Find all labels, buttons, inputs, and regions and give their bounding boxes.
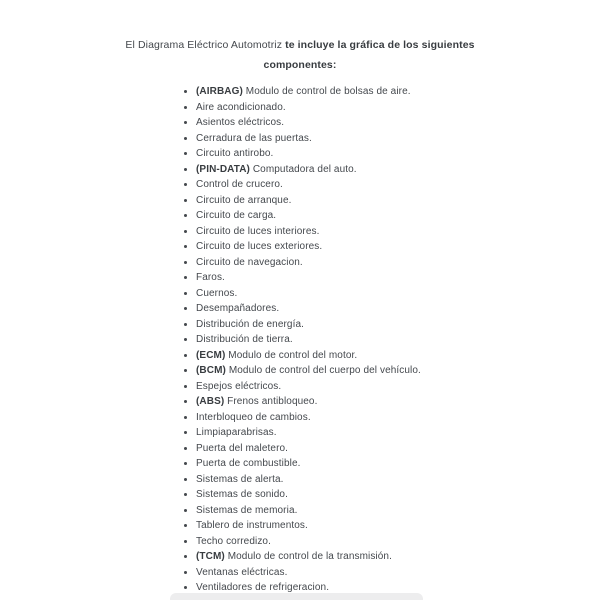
list-item: [196, 441, 421, 457]
component-text: Interbloqueo de cambios.: [196, 411, 311, 423]
component-text: Limpiaparabrisas.: [196, 427, 277, 438]
list-item: [196, 332, 421, 348]
list-item: [196, 270, 421, 286]
component-text: Ventiladores de refrigeracion.: [196, 582, 330, 593]
list-item: [196, 100, 421, 116]
list-item: [196, 503, 421, 519]
component-text: Aire acondicionado.: [196, 101, 286, 113]
title-bold-line1: te incluye la gráfica de los siguientes: [285, 39, 475, 51]
list-item: [196, 317, 421, 333]
component-code: (AIRBAG): [196, 86, 243, 97]
component-text: Modulo de control del motor.: [228, 349, 358, 361]
component-text: Circuito de luces exteriores.: [196, 241, 323, 252]
list-item: [196, 208, 421, 224]
component-text: Distribución de energía.: [196, 318, 305, 330]
list-item: [196, 286, 421, 302]
component-text: Circuito de arranque.: [196, 194, 292, 206]
title-regular-text: El Diagrama Eléctrico Automotriz: [125, 39, 283, 51]
list-item: [196, 224, 421, 240]
list-item: [196, 239, 421, 255]
component-text: Sistemas de memoria.: [196, 504, 298, 516]
list-item: [196, 146, 421, 162]
list-item: [196, 84, 421, 100]
component-code: (TCM): [196, 551, 225, 562]
component-text: Circuito de luces interiores.: [196, 225, 320, 237]
list-item: [196, 301, 421, 317]
list-item: [196, 565, 421, 581]
list-item: [196, 487, 421, 503]
component-text: Puerta de combustible.: [196, 458, 301, 469]
list-item: [196, 115, 421, 131]
component-code: (ECM): [196, 349, 226, 361]
component-text: Cerradura de las puertas.: [196, 132, 312, 144]
component-text: Cuernos.: [196, 287, 238, 299]
list-item: [196, 363, 421, 379]
list-item: [196, 410, 421, 426]
list-item: [196, 534, 421, 550]
cutoff-gray-panel: [170, 593, 423, 600]
list-item: [196, 456, 421, 472]
component-code: (PIN-DATA): [196, 163, 250, 175]
list-item: [196, 549, 421, 565]
component-text: Control de crucero.: [196, 179, 283, 190]
component-text: Modulo de control de la transmisión.: [227, 551, 392, 562]
component-text: Frenos antibloqueo.: [227, 396, 318, 407]
component-text: Tablero de instrumentos.: [196, 520, 308, 531]
list-item: [196, 255, 421, 271]
component-text: Ventanas eléctricas.: [196, 566, 288, 578]
list-item: [196, 131, 421, 147]
list-item: [196, 394, 421, 410]
component-text: Sistemas de sonido.: [196, 489, 288, 500]
list-item: [196, 162, 421, 178]
component-text: Sistemas de alerta.: [196, 473, 284, 485]
component-text: Computadora del auto.: [252, 163, 357, 175]
component-text: Desempañadores.: [196, 303, 280, 314]
component-text: Techo corredizo.: [196, 535, 271, 547]
title-bold-text: [264, 39, 475, 71]
page-title: [0, 35, 600, 75]
component-code: (ABS): [196, 396, 225, 407]
component-text: Faros.: [196, 272, 225, 283]
list-item: [196, 518, 421, 534]
list-item: [196, 472, 421, 488]
component-text: Asientos eléctricos.: [196, 117, 285, 128]
list-item: [196, 177, 421, 193]
component-text: Circuito antirobo.: [196, 148, 274, 159]
component-text: Circuito de carga.: [196, 210, 277, 221]
component-text: Distribución de tierra.: [196, 334, 293, 345]
list-item: [196, 425, 421, 441]
list-item: [196, 348, 421, 364]
component-text: Modulo de control de bolsas de aire.: [245, 86, 411, 97]
component-code: (BCM): [196, 365, 226, 376]
list-item: [196, 379, 421, 395]
components-list: [170, 84, 421, 596]
component-text: Puerta del maletero.: [196, 442, 289, 454]
component-text: Espejos eléctricos.: [196, 380, 282, 392]
component-text: Modulo de control del cuerpo del vehículo.: [228, 365, 421, 376]
component-text: Circuito de navegacion.: [196, 256, 303, 268]
title-bold-line2: componentes:: [263, 59, 337, 71]
list-item: [196, 193, 421, 209]
